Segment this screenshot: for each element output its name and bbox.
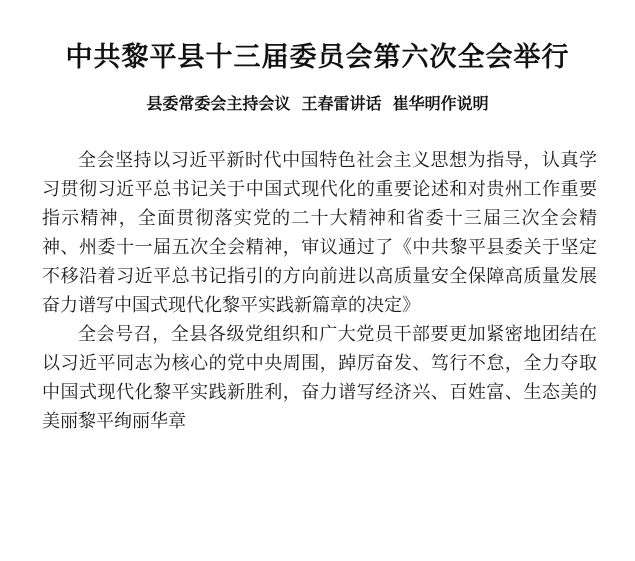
- article-headline: 中共黎平县十三届委员会第六次全会举行: [65, 42, 570, 73]
- article-subheadline: 县委常委会主持会议 王春雷讲话 崔华明作说明: [146, 94, 489, 113]
- article-paragraph-1: 全会坚持以习近平新时代中国特色社会主义思想为指导，认真学习贯彻习近平总书记关于中国式现代化的重要论述和对贵州工作重要指示精神，全面贯彻落实党的二十大精神和省委十三届三次全会精神、州委十一届五次全会精神，审议通过了《中共黎平县委关于坚定不移沿着习近平总书记指引的方向前进以高质量安全保障高质量发展奋力谱写中国式现代化黎平实践新篇章的决定》: [42, 150, 597, 316]
- article-paragraph-2: 全会号召，全县各级党组织和广大党员干部要更加紧密地团结在以习近平同志为核心的党中央周围，踔厉奋发、笃行不怠，全力夺取中国式现代化黎平实践新胜利，奋力谱写经济兴、百姓富、生态美的美丽黎平绚丽华章: [42, 324, 597, 432]
- article-body: [42, 146, 597, 436]
